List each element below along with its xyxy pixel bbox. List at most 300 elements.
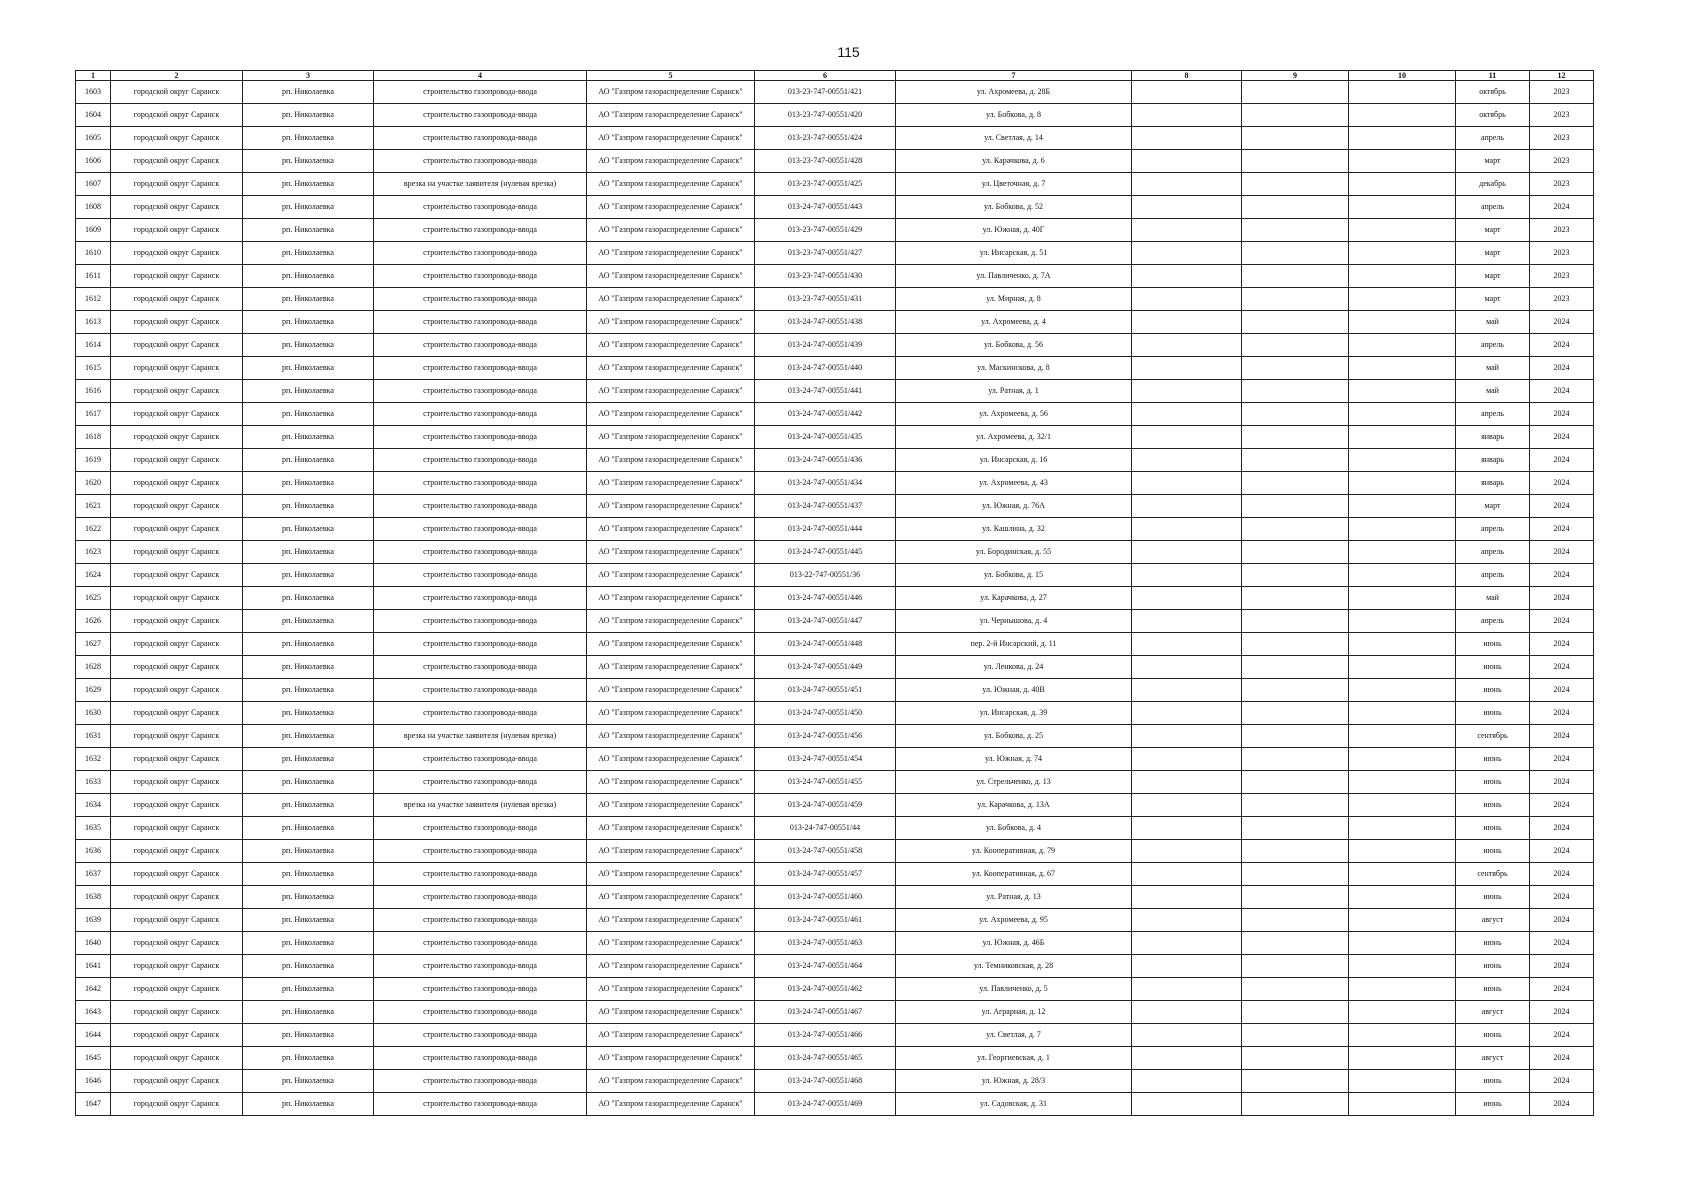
table-body — [76, 81, 1594, 1116]
cell-year: 2024 — [1530, 380, 1594, 403]
cell-col10 — [1349, 794, 1456, 817]
cell-number: 1626 — [76, 610, 111, 633]
cell-col9 — [1242, 495, 1349, 518]
cell-municipality: городской округ Саранск — [111, 426, 243, 449]
cell-settlement: рп. Николаевка — [243, 817, 374, 840]
cell-number: 1618 — [76, 426, 111, 449]
cell-municipality: городской округ Саранск — [111, 334, 243, 357]
cell-number: 1616 — [76, 380, 111, 403]
cell-month: июнь — [1456, 1024, 1530, 1047]
table-row — [76, 725, 1594, 748]
cell-number: 1637 — [76, 863, 111, 886]
cell-settlement: рп. Николаевка — [243, 357, 374, 380]
cell-col9 — [1242, 518, 1349, 541]
cell-address: ул. Кашлина, д. 32 — [896, 518, 1132, 541]
cell-settlement: рп. Николаевка — [243, 1093, 374, 1116]
cell-organization: АО "Газпром газораспределение Саранск" — [587, 219, 755, 242]
cell-address: ул. Карачкова, д. 27 — [896, 587, 1132, 610]
cell-month: март — [1456, 219, 1530, 242]
cell-month: август — [1456, 1001, 1530, 1024]
cell-settlement: рп. Николаевка — [243, 541, 374, 564]
cell-work-type: строительство газопровода-ввода — [374, 104, 587, 127]
cell-work-type: строительство газопровода-ввода — [374, 472, 587, 495]
cell-work-type: строительство газопровода-ввода — [374, 702, 587, 725]
cell-number: 1630 — [76, 702, 111, 725]
cell-number: 1647 — [76, 1093, 111, 1116]
cell-municipality: городской округ Саранск — [111, 173, 243, 196]
cell-municipality: городской округ Саранск — [111, 955, 243, 978]
cell-col9 — [1242, 104, 1349, 127]
cell-municipality: городской округ Саранск — [111, 817, 243, 840]
cell-address: ул. Кооперативная, д. 67 — [896, 863, 1132, 886]
cell-col10 — [1349, 196, 1456, 219]
cell-number: 1609 — [76, 219, 111, 242]
cell-month: март — [1456, 242, 1530, 265]
cell-col8 — [1132, 1024, 1242, 1047]
cell-municipality: городской округ Саранск — [111, 127, 243, 150]
cell-organization: АО "Газпром газораспределение Саранск" — [587, 909, 755, 932]
cell-document-number: 013-24-747-00551/465 — [755, 1047, 896, 1070]
cell-document-number: 013-24-747-00551/444 — [755, 518, 896, 541]
cell-address: ул. Ахромеева, д. 43 — [896, 472, 1132, 495]
cell-col8 — [1132, 311, 1242, 334]
column-header: 2 — [111, 71, 243, 81]
cell-col9 — [1242, 334, 1349, 357]
cell-col8 — [1132, 610, 1242, 633]
cell-organization: АО "Газпром газораспределение Саранск" — [587, 817, 755, 840]
cell-municipality: городской округ Саранск — [111, 840, 243, 863]
cell-month: июнь — [1456, 978, 1530, 1001]
cell-month: июнь — [1456, 886, 1530, 909]
cell-year: 2024 — [1530, 426, 1594, 449]
column-header: 1 — [76, 71, 111, 81]
cell-month: апрель — [1456, 541, 1530, 564]
cell-col8 — [1132, 725, 1242, 748]
cell-col10 — [1349, 955, 1456, 978]
table-row — [76, 679, 1594, 702]
cell-settlement: рп. Николаевка — [243, 771, 374, 794]
cell-col10 — [1349, 909, 1456, 932]
cell-col8 — [1132, 587, 1242, 610]
cell-settlement: рп. Николаевка — [243, 679, 374, 702]
cell-year: 2024 — [1530, 771, 1594, 794]
table-row — [76, 909, 1594, 932]
cell-month: октябрь — [1456, 81, 1530, 104]
cell-municipality: городской округ Саранск — [111, 587, 243, 610]
cell-organization: АО "Газпром газораспределение Саранск" — [587, 1047, 755, 1070]
cell-municipality: городской округ Саранск — [111, 1047, 243, 1070]
cell-address: ул. Южная, д. 28/3 — [896, 1070, 1132, 1093]
column-header: 7 — [896, 71, 1132, 81]
cell-year: 2023 — [1530, 150, 1594, 173]
table-row — [76, 1093, 1594, 1116]
cell-col9 — [1242, 817, 1349, 840]
cell-col10 — [1349, 748, 1456, 771]
cell-address: ул. Южная, д. 46Б — [896, 932, 1132, 955]
cell-document-number: 013-24-747-00551/44 — [755, 817, 896, 840]
cell-settlement: рп. Николаевка — [243, 242, 374, 265]
cell-organization: АО "Газпром газораспределение Саранск" — [587, 541, 755, 564]
cell-municipality: городской округ Саранск — [111, 978, 243, 1001]
cell-organization: АО "Газпром газораспределение Саранск" — [587, 449, 755, 472]
cell-address: ул. Южная, д. 76А — [896, 495, 1132, 518]
cell-document-number: 013-24-747-00551/454 — [755, 748, 896, 771]
cell-number: 1606 — [76, 150, 111, 173]
cell-col9 — [1242, 288, 1349, 311]
cell-address: пер. 2-й Инсарский, д. 11 — [896, 633, 1132, 656]
cell-col10 — [1349, 932, 1456, 955]
cell-document-number: 013-24-747-00551/447 — [755, 610, 896, 633]
table-row — [76, 150, 1594, 173]
cell-col9 — [1242, 173, 1349, 196]
cell-address: ул. Ахромеева, д. 32/1 — [896, 426, 1132, 449]
cell-year: 2024 — [1530, 1024, 1594, 1047]
cell-document-number: 013-23-747-00551/425 — [755, 173, 896, 196]
cell-settlement: рп. Николаевка — [243, 311, 374, 334]
cell-organization: АО "Газпром газораспределение Саранск" — [587, 1024, 755, 1047]
cell-month: июнь — [1456, 702, 1530, 725]
cell-municipality: городской округ Саранск — [111, 288, 243, 311]
cell-number: 1644 — [76, 1024, 111, 1047]
cell-number: 1642 — [76, 978, 111, 1001]
cell-organization: АО "Газпром газораспределение Саранск" — [587, 357, 755, 380]
cell-work-type: строительство газопровода-ввода — [374, 1070, 587, 1093]
cell-month: июнь — [1456, 633, 1530, 656]
cell-settlement: рп. Николаевка — [243, 886, 374, 909]
cell-municipality: городской округ Саранск — [111, 196, 243, 219]
cell-settlement: рп. Николаевка — [243, 932, 374, 955]
cell-month: март — [1456, 288, 1530, 311]
cell-work-type: строительство газопровода-ввода — [374, 127, 587, 150]
cell-number: 1622 — [76, 518, 111, 541]
cell-col9 — [1242, 81, 1349, 104]
cell-number: 1617 — [76, 403, 111, 426]
cell-col10 — [1349, 334, 1456, 357]
cell-year: 2024 — [1530, 472, 1594, 495]
table-row — [76, 817, 1594, 840]
cell-col9 — [1242, 265, 1349, 288]
cell-col10 — [1349, 380, 1456, 403]
cell-col9 — [1242, 725, 1349, 748]
cell-col10 — [1349, 449, 1456, 472]
cell-work-type: строительство газопровода-ввода — [374, 679, 587, 702]
cell-col10 — [1349, 610, 1456, 633]
cell-col8 — [1132, 288, 1242, 311]
cell-municipality: городской округ Саранск — [111, 311, 243, 334]
table-row — [76, 104, 1594, 127]
cell-work-type: строительство газопровода-ввода — [374, 1001, 587, 1024]
cell-municipality: городской округ Саранск — [111, 564, 243, 587]
cell-document-number: 013-24-747-00551/435 — [755, 426, 896, 449]
cell-month: июнь — [1456, 955, 1530, 978]
cell-settlement: рп. Николаевка — [243, 265, 374, 288]
cell-municipality: городской округ Саранск — [111, 104, 243, 127]
cell-col8 — [1132, 104, 1242, 127]
column-header: 6 — [755, 71, 896, 81]
cell-settlement: рп. Николаевка — [243, 150, 374, 173]
cell-organization: АО "Газпром газораспределение Саранск" — [587, 150, 755, 173]
cell-col10 — [1349, 288, 1456, 311]
cell-settlement: рп. Николаевка — [243, 173, 374, 196]
cell-month: январь — [1456, 426, 1530, 449]
cell-col9 — [1242, 587, 1349, 610]
cell-document-number: 013-24-747-00551/463 — [755, 932, 896, 955]
header-row — [76, 71, 1594, 81]
cell-col8 — [1132, 863, 1242, 886]
cell-col9 — [1242, 794, 1349, 817]
cell-col9 — [1242, 357, 1349, 380]
cell-settlement: рп. Николаевка — [243, 725, 374, 748]
table-row — [76, 81, 1594, 104]
cell-document-number: 013-24-747-00551/467 — [755, 1001, 896, 1024]
cell-settlement: рп. Николаевка — [243, 909, 374, 932]
cell-col8 — [1132, 81, 1242, 104]
cell-work-type: строительство газопровода-ввода — [374, 748, 587, 771]
cell-col8 — [1132, 1070, 1242, 1093]
cell-col9 — [1242, 955, 1349, 978]
cell-col8 — [1132, 334, 1242, 357]
cell-organization: АО "Газпром газораспределение Саранск" — [587, 242, 755, 265]
cell-col8 — [1132, 242, 1242, 265]
cell-year: 2024 — [1530, 932, 1594, 955]
cell-col8 — [1132, 380, 1242, 403]
cell-address: ул. Ратная, д. 1 — [896, 380, 1132, 403]
table-row — [76, 495, 1594, 518]
cell-work-type: строительство газопровода-ввода — [374, 288, 587, 311]
table-row — [76, 472, 1594, 495]
cell-work-type: строительство газопровода-ввода — [374, 656, 587, 679]
cell-organization: АО "Газпром газораспределение Саранск" — [587, 840, 755, 863]
cell-address: ул. Бобкова, д. 56 — [896, 334, 1132, 357]
cell-work-type: строительство газопровода-ввода — [374, 564, 587, 587]
cell-col9 — [1242, 771, 1349, 794]
cell-settlement: рп. Николаевка — [243, 633, 374, 656]
cell-col10 — [1349, 242, 1456, 265]
cell-document-number: 013-24-747-00551/448 — [755, 633, 896, 656]
cell-work-type: строительство газопровода-ввода — [374, 403, 587, 426]
cell-year: 2024 — [1530, 518, 1594, 541]
cell-year: 2024 — [1530, 311, 1594, 334]
cell-address: ул. Южная, д. 40В — [896, 679, 1132, 702]
cell-col8 — [1132, 886, 1242, 909]
cell-col10 — [1349, 150, 1456, 173]
cell-organization: АО "Газпром газораспределение Саранск" — [587, 886, 755, 909]
cell-organization: АО "Газпром газораспределение Саранск" — [587, 955, 755, 978]
cell-organization: АО "Газпром газораспределение Саранск" — [587, 748, 755, 771]
cell-document-number: 013-24-747-00551/455 — [755, 771, 896, 794]
cell-document-number: 013-24-747-00551/436 — [755, 449, 896, 472]
cell-col8 — [1132, 1001, 1242, 1024]
cell-number: 1612 — [76, 288, 111, 311]
cell-col9 — [1242, 426, 1349, 449]
cell-organization: АО "Газпром газораспределение Саранск" — [587, 610, 755, 633]
cell-organization: АО "Газпром газораспределение Саранск" — [587, 794, 755, 817]
cell-month: июнь — [1456, 840, 1530, 863]
cell-document-number: 013-23-747-00551/430 — [755, 265, 896, 288]
cell-address: ул. Инсарская, д. 16 — [896, 449, 1132, 472]
cell-municipality: городской округ Саранск — [111, 242, 243, 265]
cell-municipality: городской округ Саранск — [111, 633, 243, 656]
cell-col9 — [1242, 656, 1349, 679]
cell-col9 — [1242, 978, 1349, 1001]
cell-number: 1631 — [76, 725, 111, 748]
cell-work-type: врезка на участке заявителя (нулевая врезка) — [374, 794, 587, 817]
cell-col8 — [1132, 403, 1242, 426]
cell-municipality: городской округ Саранск — [111, 541, 243, 564]
cell-col9 — [1242, 472, 1349, 495]
cell-col9 — [1242, 679, 1349, 702]
cell-work-type: строительство газопровода-ввода — [374, 242, 587, 265]
cell-number: 1614 — [76, 334, 111, 357]
table-row — [76, 656, 1594, 679]
cell-organization: АО "Газпром газораспределение Саранск" — [587, 127, 755, 150]
cell-year: 2024 — [1530, 748, 1594, 771]
cell-month: март — [1456, 150, 1530, 173]
cell-col8 — [1132, 472, 1242, 495]
cell-settlement: рп. Николаевка — [243, 1001, 374, 1024]
cell-year: 2024 — [1530, 1093, 1594, 1116]
cell-organization: АО "Газпром газораспределение Саранск" — [587, 702, 755, 725]
cell-month: август — [1456, 909, 1530, 932]
cell-col9 — [1242, 242, 1349, 265]
cell-number: 1607 — [76, 173, 111, 196]
cell-col9 — [1242, 403, 1349, 426]
cell-document-number: 013-24-747-00551/460 — [755, 886, 896, 909]
table-row — [76, 541, 1594, 564]
cell-work-type: строительство газопровода-ввода — [374, 840, 587, 863]
cell-address: ул. Инсарская, д. 39 — [896, 702, 1132, 725]
cell-document-number: 013-23-747-00551/424 — [755, 127, 896, 150]
cell-address: ул. Ахромеева, д. 95 — [896, 909, 1132, 932]
cell-settlement: рп. Николаевка — [243, 449, 374, 472]
cell-year: 2024 — [1530, 403, 1594, 426]
cell-col9 — [1242, 932, 1349, 955]
cell-col9 — [1242, 541, 1349, 564]
cell-month: сентябрь — [1456, 725, 1530, 748]
cell-municipality: городской округ Саранск — [111, 150, 243, 173]
cell-col10 — [1349, 633, 1456, 656]
cell-work-type: строительство газопровода-ввода — [374, 495, 587, 518]
cell-col9 — [1242, 219, 1349, 242]
cell-settlement: рп. Николаевка — [243, 978, 374, 1001]
cell-month: август — [1456, 1047, 1530, 1070]
cell-month: июнь — [1456, 771, 1530, 794]
cell-work-type: строительство газопровода-ввода — [374, 1024, 587, 1047]
cell-col9 — [1242, 1093, 1349, 1116]
table-row — [76, 1047, 1594, 1070]
cell-col10 — [1349, 1024, 1456, 1047]
cell-col8 — [1132, 150, 1242, 173]
cell-document-number: 013-24-747-00551/438 — [755, 311, 896, 334]
cell-col8 — [1132, 633, 1242, 656]
cell-address: ул. Ахромеева, д. 56 — [896, 403, 1132, 426]
cell-settlement: рп. Николаевка — [243, 334, 374, 357]
cell-col8 — [1132, 840, 1242, 863]
cell-col10 — [1349, 863, 1456, 886]
cell-municipality: городской округ Саранск — [111, 679, 243, 702]
cell-month: апрель — [1456, 334, 1530, 357]
cell-number: 1638 — [76, 886, 111, 909]
cell-document-number: 013-22-747-00551/36 — [755, 564, 896, 587]
table-row — [76, 863, 1594, 886]
cell-organization: АО "Газпром газораспределение Саранск" — [587, 1070, 755, 1093]
cell-document-number: 013-24-747-00551/469 — [755, 1093, 896, 1116]
cell-address: ул. Бородинская, д. 55 — [896, 541, 1132, 564]
cell-work-type: строительство газопровода-ввода — [374, 886, 587, 909]
cell-address: ул. Цветочная, д. 7 — [896, 173, 1132, 196]
cell-number: 1620 — [76, 472, 111, 495]
table-row — [76, 633, 1594, 656]
cell-col10 — [1349, 357, 1456, 380]
cell-work-type: строительство газопровода-ввода — [374, 196, 587, 219]
cell-col10 — [1349, 702, 1456, 725]
cell-work-type: строительство газопровода-ввода — [374, 610, 587, 633]
cell-document-number: 013-24-747-00551/462 — [755, 978, 896, 1001]
table-row — [76, 403, 1594, 426]
column-header: 3 — [243, 71, 374, 81]
cell-col10 — [1349, 587, 1456, 610]
cell-number: 1635 — [76, 817, 111, 840]
cell-organization: АО "Газпром газораспределение Саранск" — [587, 380, 755, 403]
cell-col8 — [1132, 955, 1242, 978]
table-row — [76, 449, 1594, 472]
cell-number: 1608 — [76, 196, 111, 219]
cell-municipality: городской округ Саранск — [111, 219, 243, 242]
cell-col10 — [1349, 403, 1456, 426]
table-row — [76, 242, 1594, 265]
cell-col9 — [1242, 840, 1349, 863]
cell-address: ул. Мирная, д. 8 — [896, 288, 1132, 311]
cell-address: ул. Светлая, д. 7 — [896, 1024, 1132, 1047]
cell-year: 2024 — [1530, 1001, 1594, 1024]
cell-work-type: строительство газопровода-ввода — [374, 1093, 587, 1116]
cell-col9 — [1242, 1024, 1349, 1047]
cell-month: апрель — [1456, 610, 1530, 633]
cell-number: 1643 — [76, 1001, 111, 1024]
cell-organization: АО "Газпром газораспределение Саранск" — [587, 656, 755, 679]
cell-number: 1605 — [76, 127, 111, 150]
cell-address: ул. Павличенко, д. 5 — [896, 978, 1132, 1001]
cell-col9 — [1242, 863, 1349, 886]
cell-year: 2024 — [1530, 449, 1594, 472]
cell-col10 — [1349, 564, 1456, 587]
cell-document-number: 013-24-747-00551/443 — [755, 196, 896, 219]
page-number: 115 — [837, 44, 860, 60]
cell-col8 — [1132, 265, 1242, 288]
cell-number: 1641 — [76, 955, 111, 978]
register-table — [75, 70, 1594, 1116]
cell-col9 — [1242, 886, 1349, 909]
cell-settlement: рп. Николаевка — [243, 748, 374, 771]
cell-number: 1639 — [76, 909, 111, 932]
cell-organization: АО "Газпром газораспределение Саранск" — [587, 978, 755, 1001]
cell-number: 1636 — [76, 840, 111, 863]
cell-municipality: городской округ Саранск — [111, 472, 243, 495]
cell-organization: АО "Газпром газораспределение Саранск" — [587, 173, 755, 196]
cell-municipality: городской округ Саранск — [111, 403, 243, 426]
column-header: 5 — [587, 71, 755, 81]
cell-col10 — [1349, 725, 1456, 748]
cell-work-type: строительство газопровода-ввода — [374, 150, 587, 173]
cell-col8 — [1132, 219, 1242, 242]
column-header: 8 — [1132, 71, 1242, 81]
column-header: 4 — [374, 71, 587, 81]
cell-document-number: 013-23-747-00551/428 — [755, 150, 896, 173]
cell-year: 2023 — [1530, 219, 1594, 242]
cell-settlement: рп. Николаевка — [243, 472, 374, 495]
cell-document-number: 013-23-747-00551/429 — [755, 219, 896, 242]
cell-month: июнь — [1456, 1093, 1530, 1116]
